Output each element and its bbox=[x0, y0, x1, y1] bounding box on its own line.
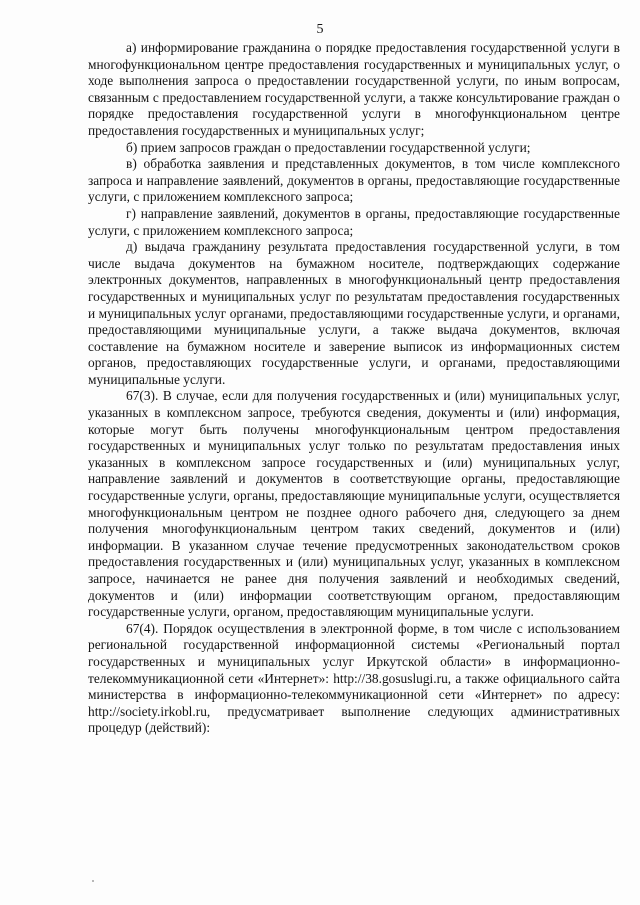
paragraph-67-3: 67(3). В случае, если для получения государственных и (или) муниципальных услуг, указанных в комплексном запросе, требуются сведения, документы и (или) информация, которые могут быть получены многофункциональным центром предоставления государственных и муниципальных услуг только по результатам предоставления иных указанных в комплексном запросе государственных и (или) муниципальных услуг, направление заявлений и документов в соответствующие органы, предоставляющие государственные услуги, органы, предоставляющие муниципальные услуги, осуществляется многофункциональным центром не позднее одного рабочего дня, следующего за днем получения многофункциональным центром таких сведений, документов и (или) информации. В указанном случае течение предусмотренных законодательством сроков предоставления государственных и (или) муниципальных услуг, указанных в комплексном запросе, начинается не ранее дня получения заявлений и необходимых сведений, документов и (или) информации соответствующим органом, предоставляющим государственные услуги, органом, предоставляющим муниципальные услуги. bbox=[88, 388, 620, 620]
paragraph-item-v: в) обработка заявления и представленных документов, в том числе комплексного запроса и направление заявлений, документов в органы, предоставляющие государственные услуги, с приложением комплексного запроса; bbox=[88, 156, 620, 205]
page-number: 5 bbox=[316, 22, 324, 37]
paragraph-item-b: б) прием запросов граждан о предоставлении государственной услуги; bbox=[126, 139, 531, 155]
scan-speck bbox=[92, 880, 94, 882]
paragraph-item-d: д) выдача гражданину результата предоставления государственной услуги, в том числе выдача документов на бумажном носителе, подтверждающих содержание электронных документов, направленных в многофункциональный центр предоставления государственных и муниципальных услуг по результатам предоставления государственных и муниципальных услуг органами, предоставляющими государственные услуги, и органами, предоставляющими муниципальные услуги, а также выдача документов, включая составление на бумажном носителе и заверение выписок из информационных систем органов, предоставляющих государственные услуги, и органами, предоставляющими муниципальные услуги. bbox=[88, 239, 620, 387]
paragraph-67-4: 67(4). Порядок осуществления в электронной форме, в том числе с использованием региональной государственной информационной системы «Региональный портал государственных и муниципальных услуг Иркутской области» в информационно-телекоммуникационной сети «Интернет»: http://38.gosuslugi.ru, а также официального сайта министерства в информационно-телекоммуникационной сети «Интернет» по адресу: http://society.irkobl.ru, предусматривает выполнение следующих административных процедур (действий): bbox=[88, 620, 620, 736]
paragraph-item-a: а) информирование гражданина о порядке предоставления государственной услуги в многофункциональном центре предоставления государственных и муниципальных услуг, о ходе выполнения запроса о предоставлении государственной услуги, по иным вопросам, связанным с предоставлением государственной услуги, а также консультирование граждан о порядке предоставления государственной услуги в многофункциональном центре предоставления государственных и муниципальных услуг; bbox=[88, 40, 620, 138]
document-body bbox=[88, 40, 620, 737]
paragraph-item-g: г) направление заявлений, документов в органы, предоставляющие государственные услуги, с приложением комплексного запроса; bbox=[88, 205, 620, 238]
